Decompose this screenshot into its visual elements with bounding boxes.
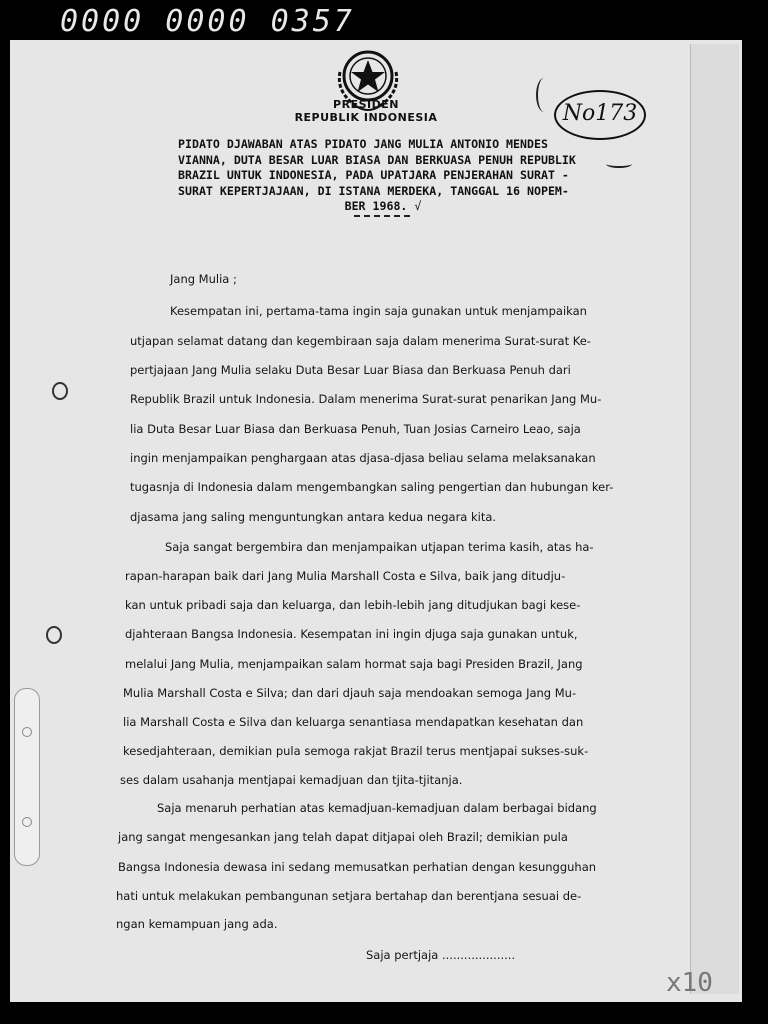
punch-hole: [52, 382, 68, 400]
body-line: rapan-harapan baik dari Jang Mulia Marshall Costa e Silva, baik jang ditudju-: [125, 569, 566, 583]
title-last-line: [178, 199, 588, 215]
body-line: ses dalam usahanja mentjapai kemadjuan dan tjita-tjitanja.: [120, 773, 463, 787]
body-line: pertjajaan Jang Mulia selaku Duta Besar Luar Biasa dan Berkuasa Penuh dari: [130, 363, 571, 377]
body-line: ngan kemampuan jang ada.: [116, 917, 278, 931]
salutation: Jang Mulia ;: [170, 272, 237, 286]
title-line: SURAT KEPERTJAJAAN, DI ISTANA MERDEKA, TANGGAL 16 NOPEM-: [178, 183, 569, 198]
annotation-dash: [606, 160, 632, 168]
body-line: Republik Brazil untuk Indonesia. Dalam menerima Surat-surat penarikan Jang Mu-: [130, 392, 602, 406]
body-line: kesedjahteraan, demikian pula semoga rakjat Brazil terus mentjapai sukses-suk-: [123, 744, 589, 758]
body-line: Mulia Marshall Costa e Silva; dan dari djauh saja mendoakan semoga Jang Mu-: [123, 686, 577, 700]
title-line: BRAZIL UNTUK INDONESIA, PADA UPATJARA PENJERAHAN SURAT -: [178, 168, 569, 182]
body-line: Saja sangat bergembira dan menjampaikan utjapan terima kasih, atas ha-: [165, 540, 594, 554]
title-line: PIDATO DJAWABAN ATAS PIDATO JANG MULIA ANTONIO MENDES: [178, 137, 548, 151]
title-date: BER 1968.: [344, 199, 408, 213]
title-rule: [354, 215, 410, 217]
body-line: jang sangat mengesankan jang telah dapat ditjapai oleh Brazil; demikian pula: [118, 830, 568, 844]
body-line: tugasnja di Indonesia dalam mengembangkan saling pengertian dan hubungan ker-: [130, 480, 614, 494]
closing-line: Saja pertjaja ....................: [366, 948, 516, 962]
binder-tab: [14, 688, 40, 866]
body-line: utjapan selamat datang dan kegembiraan saja dalam menerima Surat-surat Ke-: [130, 334, 591, 348]
handwritten-document-number: No173: [554, 90, 646, 140]
body-line: djahteraan Bangsa Indonesia. Kesempatan ini ingin djuga saja gunakan untuk,: [125, 627, 578, 641]
header-line-2: REPUBLIK INDONESIA: [294, 111, 438, 124]
body-line: Bangsa Indonesia dewasa ini sedang memusatkan perhatian dengan kesungguhan: [118, 860, 597, 874]
microfilm-frame-id: 0000 0000 0357: [60, 4, 355, 39]
page-number-mark: x10: [666, 968, 713, 998]
body-line: Kesempatan ini, pertama-tama ingin saja gunakan untuk menjampaikan: [170, 304, 587, 318]
title-line: VIANNA, DUTA BESAR LUAR BIASA DAN BERKUASA PENUH REPUBLIK: [178, 152, 576, 167]
body-line: Saja menaruh perhatian atas kemadjuan-kemadjuan dalam berbagai bidang: [157, 801, 597, 815]
body-line: lia Marshall Costa e Silva dan keluarga senantiasa mendapatkan kesehatan dan: [123, 715, 584, 729]
body-line: lia Duta Besar Luar Biasa dan Berkuasa Penuh, Tuan Josias Carneiro Leao, saja: [130, 422, 581, 436]
body-line: melalui Jang Mulia, menjampaikan salam hormat saja bagi Presiden Brazil, Jang: [125, 657, 583, 671]
header-line-1: PRESIDEN: [333, 98, 399, 111]
binder-tab-hole: [22, 817, 32, 827]
body-line: ingin menjampaikan penghargaan atas djasa-djasa beliau selama melaksanakan: [130, 451, 596, 465]
binder-tab-hole: [22, 727, 32, 737]
check-mark: √: [414, 199, 422, 213]
body-line: djasama jang saling menguntungkan antara kedua negara kita.: [130, 510, 497, 524]
body-line: hati untuk melakukan pembangunan setjara bertahap dan berentjana sesuai de-: [116, 889, 582, 903]
speech-title: [178, 137, 588, 215]
body-line: kan untuk pribadi saja dan keluarga, dan lebih-lebih jang ditudjukan bagi kese-: [125, 598, 581, 612]
punch-hole: [46, 626, 62, 644]
underlying-page-edge: [690, 44, 739, 994]
